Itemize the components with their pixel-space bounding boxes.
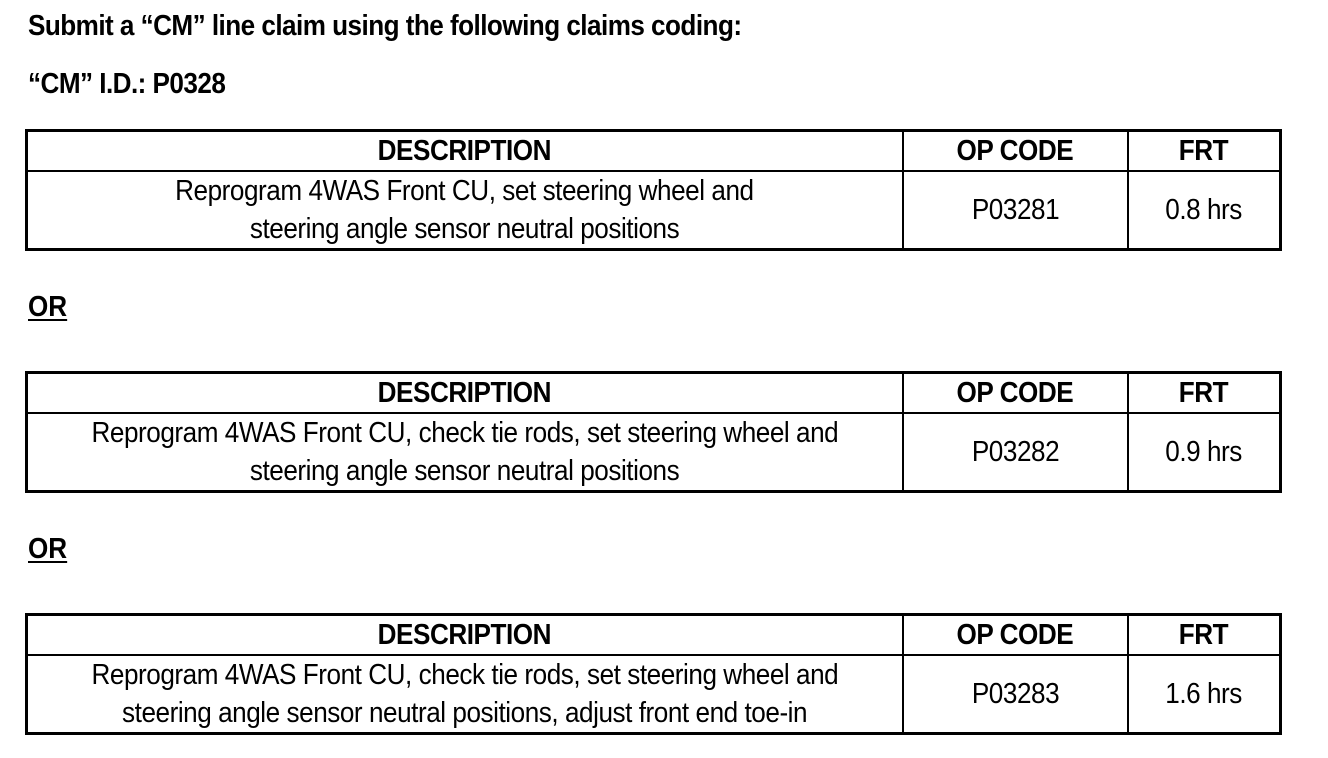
description-line-1: Reprogram 4WAS Front CU, check tie rods, set steering wheel and xyxy=(91,417,839,449)
table-header-row xyxy=(27,615,1281,656)
frt-cell: 0.8 hrs xyxy=(1128,171,1281,250)
frt-header: FRT xyxy=(1128,131,1281,172)
table-row xyxy=(27,413,1281,492)
description-line-2: steering angle sensor neutral positions xyxy=(250,455,680,487)
description-line-1: Reprogram 4WAS Front CU, set steering wheel and xyxy=(175,175,754,207)
frt-header: FRT xyxy=(1128,373,1281,414)
op-code-header: OP CODE xyxy=(903,131,1128,172)
or-separator-1: OR xyxy=(28,291,68,323)
description-cell xyxy=(27,171,903,250)
description-cell xyxy=(27,413,903,492)
description-line-1: Reprogram 4WAS Front CU, check tie rods, set steering wheel and xyxy=(91,659,839,691)
description-line-2: steering angle sensor neutral positions xyxy=(250,213,680,245)
table-row xyxy=(27,655,1281,734)
cm-id-heading: “CM” I.D.: P0328 xyxy=(28,68,226,100)
description-header: DESCRIPTION xyxy=(27,131,903,172)
op-code-header: OP CODE xyxy=(903,373,1128,414)
frt-cell: 0.9 hrs xyxy=(1128,413,1281,492)
table-header-row xyxy=(27,131,1281,172)
table-row xyxy=(27,171,1281,250)
frt-cell: 1.6 hrs xyxy=(1128,655,1281,734)
description-line-2: steering angle sensor neutral positions, adjust front end toe-in xyxy=(122,697,808,729)
table-header-row xyxy=(27,373,1281,414)
op-code-cell: P03281 xyxy=(903,171,1128,250)
claim-table-1 xyxy=(25,129,1282,251)
op-code-header: OP CODE xyxy=(903,615,1128,656)
op-code-cell: P03282 xyxy=(903,413,1128,492)
description-cell xyxy=(27,655,903,734)
op-code-cell: P03283 xyxy=(903,655,1128,734)
description-header: DESCRIPTION xyxy=(27,615,903,656)
claim-table-2 xyxy=(25,371,1282,493)
description-header: DESCRIPTION xyxy=(27,373,903,414)
or-separator-2: OR xyxy=(28,533,68,565)
frt-header: FRT xyxy=(1128,615,1281,656)
claim-table-3 xyxy=(25,613,1282,735)
intro-heading: Submit a “CM” line claim using the following claims coding: xyxy=(28,10,742,42)
